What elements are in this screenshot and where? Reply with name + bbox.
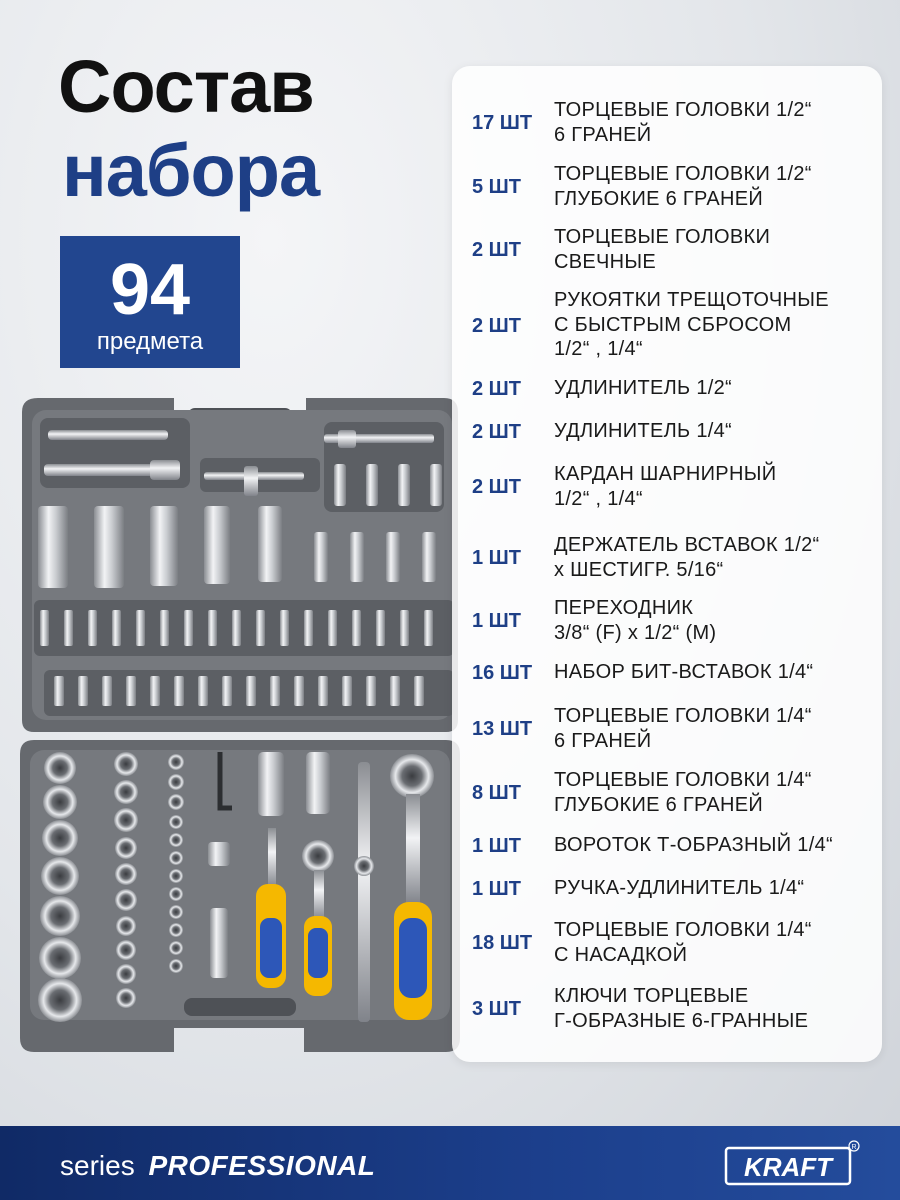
title-line-1: Состав (58, 45, 314, 128)
contents-row (452, 462, 882, 511)
item-description: КЛЮЧИ ТОРЦЕВЫЕ Г-ОБРАЗНЫЕ 6-ГРАННЫЕ (554, 985, 809, 1032)
contents-row (452, 162, 882, 211)
item-quantity: 1 ШТ (472, 878, 521, 900)
item-description: ТОРЦЕВЫЕ ГОЛОВКИ 1/2“ ГЛУБОКИЕ 6 ГРАНЕЙ (554, 163, 812, 210)
item-description: ТОРЦЕВЫЕ ГОЛОВКИ 1/4“ ГЛУБОКИЕ 6 ГРАНЕЙ (554, 769, 812, 816)
contents-row (452, 596, 882, 645)
item-quantity: 13 ШТ (472, 718, 533, 741)
contents-row (452, 918, 882, 967)
contents-panel (452, 66, 882, 1062)
item-description: УДЛИНИТЕЛЬ 1/4“ (554, 420, 732, 442)
item-count-number: 94 (109, 250, 191, 330)
contents-row (452, 768, 882, 817)
item-count-badge (60, 236, 240, 368)
item-description: ТОРЦЕВЫЕ ГОЛОВКИ СВЕЧНЫЕ (554, 226, 771, 273)
item-description: РУКОЯТКИ ТРЕЩОТОЧНЫЕ С БЫСТРЫМ СБРОСОМ 1/2“ , 1/4“ (554, 289, 829, 360)
item-quantity: 2 ШТ (472, 314, 521, 337)
svg-text:KRAFT: KRAFT (743, 1152, 833, 1182)
tool-case-image (14, 388, 462, 1064)
series-label (60, 1150, 375, 1182)
item-count-label: предмета (96, 328, 204, 355)
kraft-logo-icon (722, 1138, 862, 1190)
contents-row (452, 660, 882, 685)
item-quantity: 8 ШТ (472, 782, 521, 805)
item-quantity: 16 ШТ (472, 662, 533, 684)
contents-row (452, 419, 882, 444)
contents-row (452, 833, 882, 858)
contents-row (452, 376, 882, 401)
contents-row (452, 225, 882, 274)
item-description: НАБОР БИТ-ВСТАВОК 1/4“ (554, 661, 814, 683)
item-quantity: 1 ШТ (472, 610, 521, 633)
item-quantity: 2 ШТ (472, 476, 521, 499)
item-quantity: 2 ШТ (472, 421, 521, 443)
item-description: ТОРЦЕВЫЕ ГОЛОВКИ 1/4“ С НАСАДКОЙ (554, 919, 812, 966)
item-quantity: 18 ШТ (472, 932, 533, 955)
contents-row (452, 98, 882, 147)
item-quantity: 2 ШТ (472, 239, 521, 262)
item-description: ТОРЦЕВЫЕ ГОЛОВКИ 1/4“ 6 ГРАНЕЙ (554, 705, 812, 752)
contents-row (452, 533, 882, 582)
item-description: ПЕРЕХОДНИК 3/8“ (F) х 1/2“ (M) (554, 597, 717, 644)
item-description: ТОРЦЕВЫЕ ГОЛОВКИ 1/2“ 6 ГРАНЕЙ (554, 99, 812, 146)
svg-text:R: R (851, 1144, 857, 1151)
footer-bar (0, 1126, 900, 1200)
item-description: ВОРОТОК Т-ОБРАЗНЫЙ 1/4“ (554, 834, 833, 856)
item-description: УДЛИНИТЕЛЬ 1/2“ (554, 377, 732, 399)
series-name: PROFESSIONAL (148, 1150, 376, 1181)
item-quantity: 17 ШТ (472, 112, 533, 135)
item-quantity: 2 ШТ (472, 378, 521, 400)
contents-row (452, 984, 882, 1033)
contents-row (452, 704, 882, 753)
title-line-2: набора (62, 129, 320, 212)
contents-row (452, 876, 882, 901)
item-quantity: 3 ШТ (472, 998, 521, 1021)
contents-row (452, 288, 882, 362)
item-description: ДЕРЖАТЕЛЬ ВСТАВОК 1/2“ х ШЕСТИГР. 5/16“ (554, 534, 820, 581)
item-description: КАРДАН ШАРНИРНЫЙ 1/2“ , 1/4“ (554, 463, 777, 510)
item-quantity: 5 ШТ (472, 176, 521, 199)
item-quantity: 1 ШТ (472, 835, 521, 857)
item-quantity: 1 ШТ (472, 547, 521, 570)
series-prefix: series (60, 1150, 135, 1181)
item-description: РУЧКА-УДЛИНИТЕЛЬ 1/4“ (554, 877, 805, 899)
